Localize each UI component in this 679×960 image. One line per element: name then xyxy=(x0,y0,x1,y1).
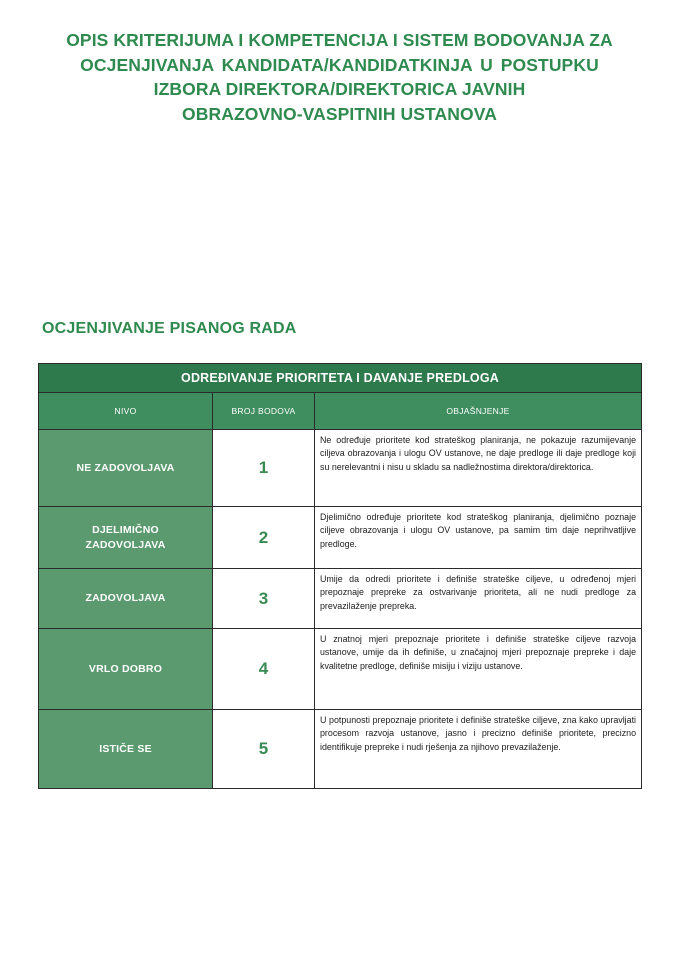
level-cell xyxy=(39,507,213,569)
level-cell: VRLO DOBRO xyxy=(39,629,213,710)
table-row xyxy=(39,569,642,629)
description-cell: Umije da odredi prioritete i definiše strateške ciljeve, u određenoj mjeri prepoznaje prepreke za ostvarivanje prioriteta, ali ne nudi predloge za prevazilaženje prepreka. xyxy=(315,569,642,629)
description-cell: U potpunosti prepoznaje prioritete i definiše strateške ciljeve, zna kako upravljati procesom razvoja ustanove, jasno i precizno definiše prioritete, precizno identifikuje prepreke i nudi rješenja za njihovo prevazilaženje. xyxy=(315,710,642,789)
description-cell: Djelimično određuje prioritete kod strateškog planiranja, djelimično poznaje ciljeve obrazovanja i ulogu OV ustanove, pa samim tim daje neprihvatljive predloge. xyxy=(315,507,642,569)
column-header-level: NIVO xyxy=(39,393,213,430)
table-band-title: ODREĐIVANJE PRIORITETA I DAVANJE PREDLOGA xyxy=(39,364,642,393)
column-header-points: BROJ BODOVA xyxy=(213,393,315,430)
level-cell: ISTIČE SE xyxy=(39,710,213,789)
section-heading: OCJENJIVANJE PISANOG RADA xyxy=(42,320,297,337)
document-title xyxy=(20,28,659,126)
points-cell: 5 xyxy=(213,710,315,789)
title-line-4: OBRAZOVNO-VASPITNIH USTANOVA xyxy=(182,103,497,124)
level-label: DJELIMIČNO ZADOVOLJAVA xyxy=(85,523,166,551)
description-cell: U znatnoj mjeri prepoznaje prioritete i definiše strateške ciljeve razvoja ustanove, umije da ih definiše, u značajnoj mjeri prepoznaje prepreke i daje kvalitetne predloge, definiše misiju i viziju ustanove. xyxy=(315,629,642,710)
level-cell: ZADOVOLJAVA xyxy=(39,569,213,629)
title-line-3: IZBORA DIREKTORA/DIREKTORICA JAVNIH xyxy=(153,79,526,99)
points-cell: 2 xyxy=(213,507,315,569)
description-cell: Ne određuje prioritete kod strateškog planiranja, ne pokazuje razumijevanje ciljeva obrazovanja i ulogu OV ustanove, ne daje predloge ili daje predloge koji su nerelevantni i nisu u skladu sa nadležnostima direktora/direktorica. xyxy=(315,430,642,507)
table-row xyxy=(39,629,642,710)
title-line-1: OPIS KRITERIJUMA I KOMPETENCIJA I SISTEM BODOVANJA ZA xyxy=(66,30,613,50)
column-header-explanation: OBJAŠNJENJE xyxy=(315,393,642,430)
criteria-table xyxy=(38,363,642,789)
title-line-2: OCJENJIVANJA KANDIDATA/KANDIDATKINJA U POSTUPKU xyxy=(80,54,599,75)
table-header-row xyxy=(39,393,642,430)
table-row xyxy=(39,507,642,569)
points-cell: 4 xyxy=(213,629,315,710)
points-cell: 3 xyxy=(213,569,315,629)
table-row xyxy=(39,710,642,789)
level-cell: NE ZADOVOLJAVA xyxy=(39,430,213,507)
points-cell: 1 xyxy=(213,430,315,507)
table-row xyxy=(39,430,642,507)
